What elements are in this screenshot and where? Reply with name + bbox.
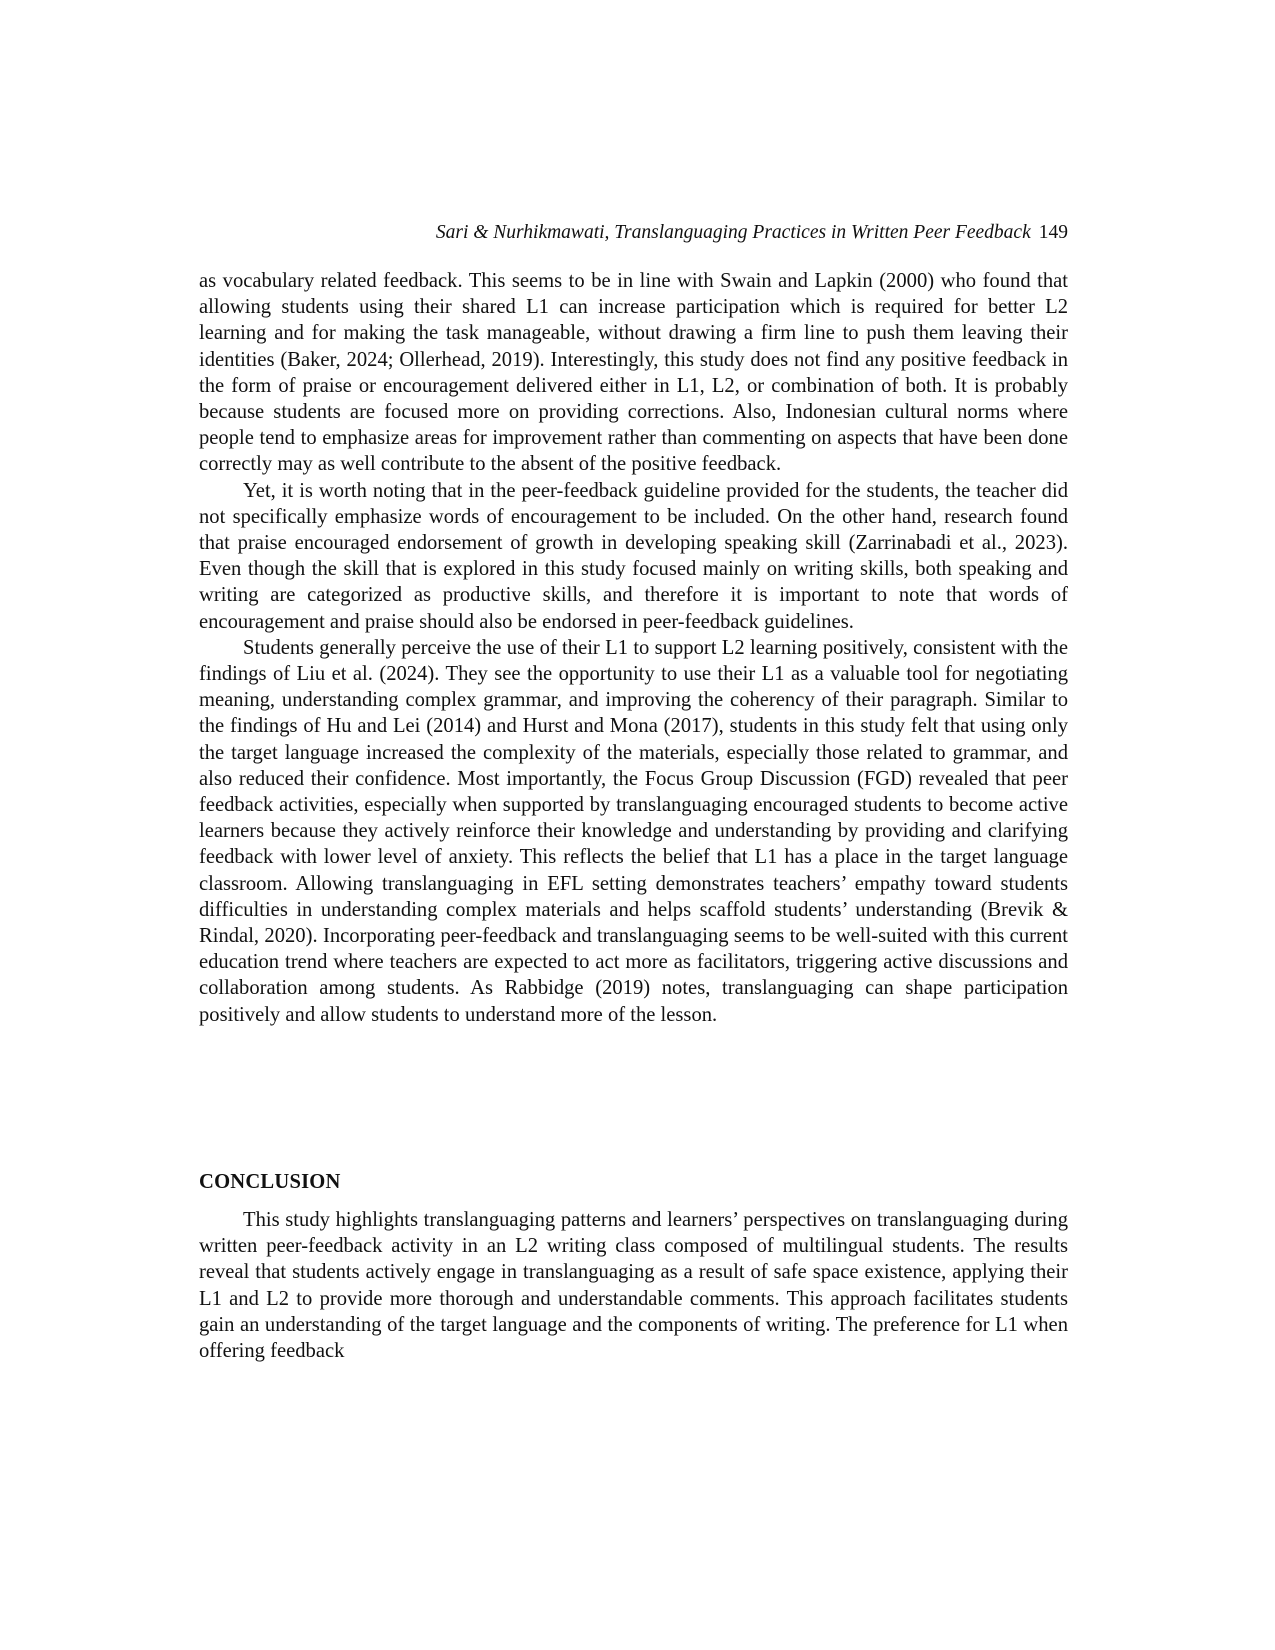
- running-header: [199, 221, 1068, 245]
- body-paragraph-2: Yet, it is worth noting that in the peer-feedback guideline provided for the students, the teacher did not specifically emphasize words of encouragement to be included. On the other hand, research found that praise encouraged endorsement of growth in developing speaking skill (Zarrinabadi et al., 2023). Even though the skill that is explored in this study focused mainly on writing skills, both speaking and writing are categorized as productive skills, and therefore it is important to note that words of encouragement and praise should also be endorsed in peer-feedback guidelines.: [199, 479, 1068, 633]
- conclusion-paragraph: This study highlights translanguaging patterns and learners’ perspectives on translanguaging during written peer-feedback activity in an L2 writing class composed of multilingual students. The results reveal that students actively engage in translanguaging as a result of safe space existence, applying their L1 and L2 to provide more thorough and understandable comments. This approach facilitates students gain an understanding of the target language and the components of writing. The preference for L1 when offering feedback: [199, 1209, 1068, 1363]
- conclusion-body: [199, 1207, 1068, 1364]
- conclusion-heading: CONCLUSION: [199, 1171, 341, 1193]
- body-paragraph-1: as vocabulary related feedback. This seems to be in line with Swain and Lapkin (2000) who found that allowing students using their shared L1 can increase participation which is required for better L2 learning and for making the task manageable, without drawing a firm line to push them leaving their identities (Baker, 2024; Ollerhead, 2019). Interestingly, this study does not find any positive feedback in the form of praise or encouragement delivered either in L1, L2, or combination of both. It is probably because students are focused more on providing corrections. Also, Indonesian cultural norms where people tend to emphasize areas for improvement rather than commenting on aspects that have been done correctly may as well contribute to the absent of the positive feedback.: [199, 270, 1068, 476]
- discussion-body: [199, 268, 1068, 1028]
- page-number: 149: [1038, 222, 1068, 243]
- running-title: Sari & Nurhikmawati, Translanguaging Practices in Written Peer Feedback: [435, 222, 1031, 243]
- body-paragraph-3: Students generally perceive the use of their L1 to support L2 learning positively, consistent with the findings of Liu et al. (2024). They see the opportunity to use their L1 as a valuable tool for negotiating meaning, understanding complex grammar, and improving the coherency of their paragraph. Similar to the findings of Hu and Lei (2014) and Hurst and Mona (2017), students in this study felt that using only the target language increased the complexity of the materials, especially those related to grammar, and also reduced their confidence. Most importantly, the Focus Group Discussion (FGD) revealed that peer feedback activities, especially when supported by translanguaging encouraged students to become active learners because they actively reinforce their knowledge and understanding by providing and clarifying feedback with lower level of anxiety. This reflects the belief that L1 has a place in the target language classroom. Allowing translanguaging in EFL setting demonstrates teachers’ empathy toward students difficulties in understanding complex materials and helps scaffold students’ understanding (Brevik & Rindal, 2020). Incorporating peer-feedback and translanguaging seems to be well-suited with this current education trend where teachers are expected to act more as facilitators, triggering active discussions and collaboration among students. As Rabbidge (2019) notes, translanguaging can shape participation positively and allow students to understand more of the lesson.: [199, 636, 1068, 1026]
